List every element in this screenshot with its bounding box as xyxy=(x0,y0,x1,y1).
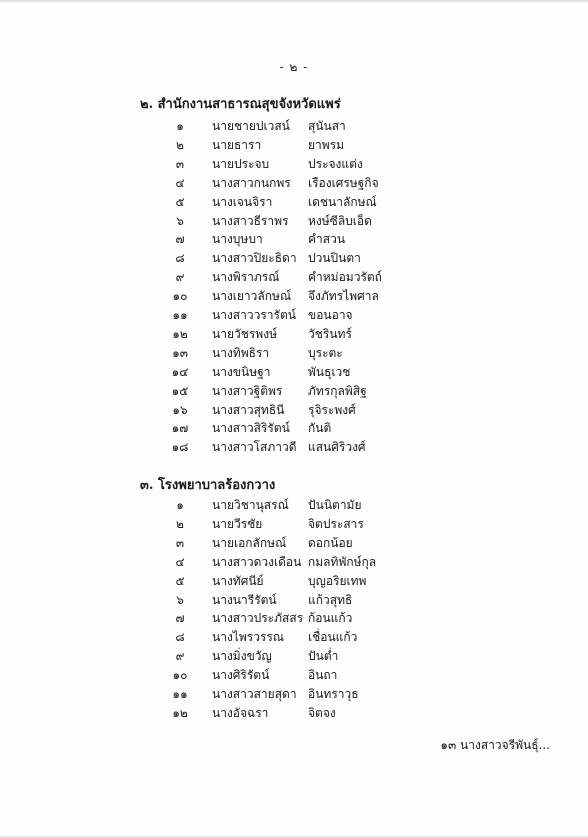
last-name: กมลทิพักษ์กุล xyxy=(308,554,377,569)
first-name: นางอัจฉรา xyxy=(212,705,269,720)
item-number: ๘ xyxy=(175,630,185,645)
item-number: ๓ xyxy=(175,535,185,550)
last-name: คำสวน xyxy=(308,232,346,247)
last-name: บุระตะ xyxy=(308,345,343,360)
first-name: นางสาวสายสุดา xyxy=(212,687,297,701)
item-number: ๑๓ xyxy=(172,345,188,360)
list-item xyxy=(0,647,588,666)
item-number: ๑๗ xyxy=(171,421,189,436)
item-number: ๒ xyxy=(176,137,184,152)
last-name: ดอกน้อย xyxy=(308,535,353,550)
item-number: ๑๔ xyxy=(171,364,189,379)
list-item xyxy=(0,704,588,723)
item-number: ๕ xyxy=(175,194,185,209)
list-item xyxy=(0,534,588,553)
last-name: ปวนปินตา xyxy=(308,251,361,266)
list-item xyxy=(0,117,588,136)
first-name: นางขนิษฐา xyxy=(212,364,271,379)
list-item xyxy=(0,306,588,325)
first-name: นางสาวประภัสสร xyxy=(212,611,304,626)
item-number: ๑๑ xyxy=(172,308,188,322)
item-number: ๑ xyxy=(176,498,184,512)
last-name: จึงภัทรไพศาล xyxy=(308,289,379,304)
first-name: นางนารีรัตน์ xyxy=(212,592,277,607)
first-name: นางสาววรารัตน์ xyxy=(212,308,296,322)
last-name: ปันนิตามัย xyxy=(308,498,362,512)
last-name: ยาพรม xyxy=(308,137,345,152)
first-name: นางสาวโสภาวดี xyxy=(212,440,297,455)
list-item xyxy=(0,230,588,249)
first-name: นางสาวสุทธินี xyxy=(212,402,285,417)
last-name: หงษ์ซีลิบเอ็ด xyxy=(308,213,372,228)
first-name: นางพิราภรณ์ xyxy=(212,270,280,285)
first-name: นายวีรชัย xyxy=(212,516,263,531)
last-name: เรืองเศรษฐกิจ xyxy=(308,175,379,190)
list-item xyxy=(0,628,588,647)
first-name: นางสาวดวงเดือน xyxy=(212,554,302,569)
item-number: ๑๐ xyxy=(172,668,188,683)
list-item xyxy=(0,553,588,572)
last-name: สุนันสา xyxy=(308,119,346,133)
last-name: ก้อนแก้ว xyxy=(308,611,353,626)
section-heading-rong-kwang-hospital: ๓. โรงพยาบาลร้องกวาง xyxy=(140,478,276,493)
first-name: นายชายปเวสน์ xyxy=(212,119,290,133)
last-name: ขอนอาจ xyxy=(308,308,353,322)
item-number: ๖ xyxy=(176,213,184,228)
item-number: ๑ xyxy=(176,119,184,133)
last-name: ปันต่ำ xyxy=(308,649,339,664)
item-number: ๗ xyxy=(175,611,185,626)
last-name: จิตจง xyxy=(308,705,336,720)
item-number: ๘ xyxy=(175,251,185,266)
first-name: นายวัชรพงษ์ xyxy=(212,326,277,341)
first-name: นายวิชานุสรณ์ xyxy=(212,498,289,512)
list-item xyxy=(0,363,588,382)
last-name: รุจิระพงศ์ xyxy=(308,402,356,417)
first-name: นางสาวสิริรัตน์ xyxy=(212,421,290,436)
list-item xyxy=(0,685,588,704)
scan-edge xyxy=(0,0,588,3)
list-item xyxy=(0,268,588,287)
last-name: ประจงแต่ง xyxy=(308,156,363,171)
last-name: บุญอริยเทพ xyxy=(308,573,367,588)
item-number: ๑๘ xyxy=(171,440,189,455)
item-number: ๔ xyxy=(175,175,185,190)
first-name: นางทิพธิรา xyxy=(212,345,270,360)
item-number: ๔ xyxy=(175,554,185,569)
first-name: นายธารา xyxy=(212,137,262,152)
item-number: ๑๖ xyxy=(172,402,188,417)
list-item xyxy=(0,438,588,457)
item-number: ๒ xyxy=(176,516,184,531)
list-item xyxy=(0,287,588,306)
last-name: อินทราวุธ xyxy=(308,687,359,701)
first-name: นางสาวปิยะธิดา xyxy=(212,251,297,266)
list-item xyxy=(0,496,588,515)
list-item xyxy=(0,515,588,534)
first-name: นางไพรวรรณ xyxy=(212,630,284,645)
list-item xyxy=(0,155,588,174)
first-name: นายเอกลักษณ์ xyxy=(212,535,287,550)
item-number: ๑๕ xyxy=(171,383,189,398)
list-item xyxy=(0,609,588,628)
first-name: นางสาวธีราพร xyxy=(212,213,289,228)
list-item xyxy=(0,136,588,155)
first-name: นางสาวฐิติพร xyxy=(212,383,283,398)
last-name: เชื่อนแก้ว xyxy=(308,630,358,645)
first-name: นายประจบ xyxy=(212,156,270,171)
list-item xyxy=(0,572,588,591)
item-number: ๑๐ xyxy=(172,289,188,304)
first-name: นางเจนจิรา xyxy=(212,194,273,209)
first-name: นางมิ่งขวัญ xyxy=(212,649,272,664)
list-item xyxy=(0,382,588,401)
item-number: ๑๒ xyxy=(172,705,188,720)
last-name: แก้วสุทธิ xyxy=(308,592,353,607)
list-item xyxy=(0,212,588,231)
last-name: คำหม่อมวรัตถ์ xyxy=(308,270,382,285)
item-number: ๕ xyxy=(175,573,185,588)
list-item xyxy=(0,174,588,193)
first-name: นางทัศนีย์ xyxy=(212,573,264,588)
list-item xyxy=(0,666,588,685)
last-name: อินถา xyxy=(308,668,338,683)
list-item xyxy=(0,344,588,363)
last-name: กันติ xyxy=(308,421,332,436)
last-name: วัชรินทร์ xyxy=(308,326,352,341)
continuation-text: ๑๓ นางสาวจรีพันธุ์... xyxy=(440,738,550,752)
page-number: - ๒ - xyxy=(279,60,309,74)
last-name: พันธุเวช xyxy=(308,364,351,379)
item-number: ๗ xyxy=(175,232,185,247)
item-number: ๙ xyxy=(175,270,185,285)
list-item xyxy=(0,325,588,344)
last-name: ภัทรกุลพิสิฐ xyxy=(308,383,367,398)
item-number: ๑๑ xyxy=(172,687,188,701)
last-name: จิตประสาร xyxy=(308,516,364,531)
first-name: นางสาวกนกพร xyxy=(212,175,291,190)
list-item xyxy=(0,591,588,610)
section-heading-provincial-health-office: ๒. สำนักงานสาธารณสุขจังหวัดแพร่ xyxy=(140,97,341,112)
list-item xyxy=(0,249,588,268)
list-item xyxy=(0,193,588,212)
first-name: นางศิริรัตน์ xyxy=(212,668,270,683)
item-number: ๙ xyxy=(175,649,185,664)
item-number: ๑๒ xyxy=(172,326,188,341)
list-item xyxy=(0,419,588,438)
list-item xyxy=(0,401,588,420)
last-name: เดชนาลักษณ์ xyxy=(308,194,377,209)
item-number: ๓ xyxy=(175,156,185,171)
item-number: ๖ xyxy=(176,592,184,607)
first-name: นางบุษบา xyxy=(212,232,263,247)
first-name: นางเยาวลักษณ์ xyxy=(212,289,292,304)
last-name: แสนศิริวงศ์ xyxy=(308,440,366,455)
